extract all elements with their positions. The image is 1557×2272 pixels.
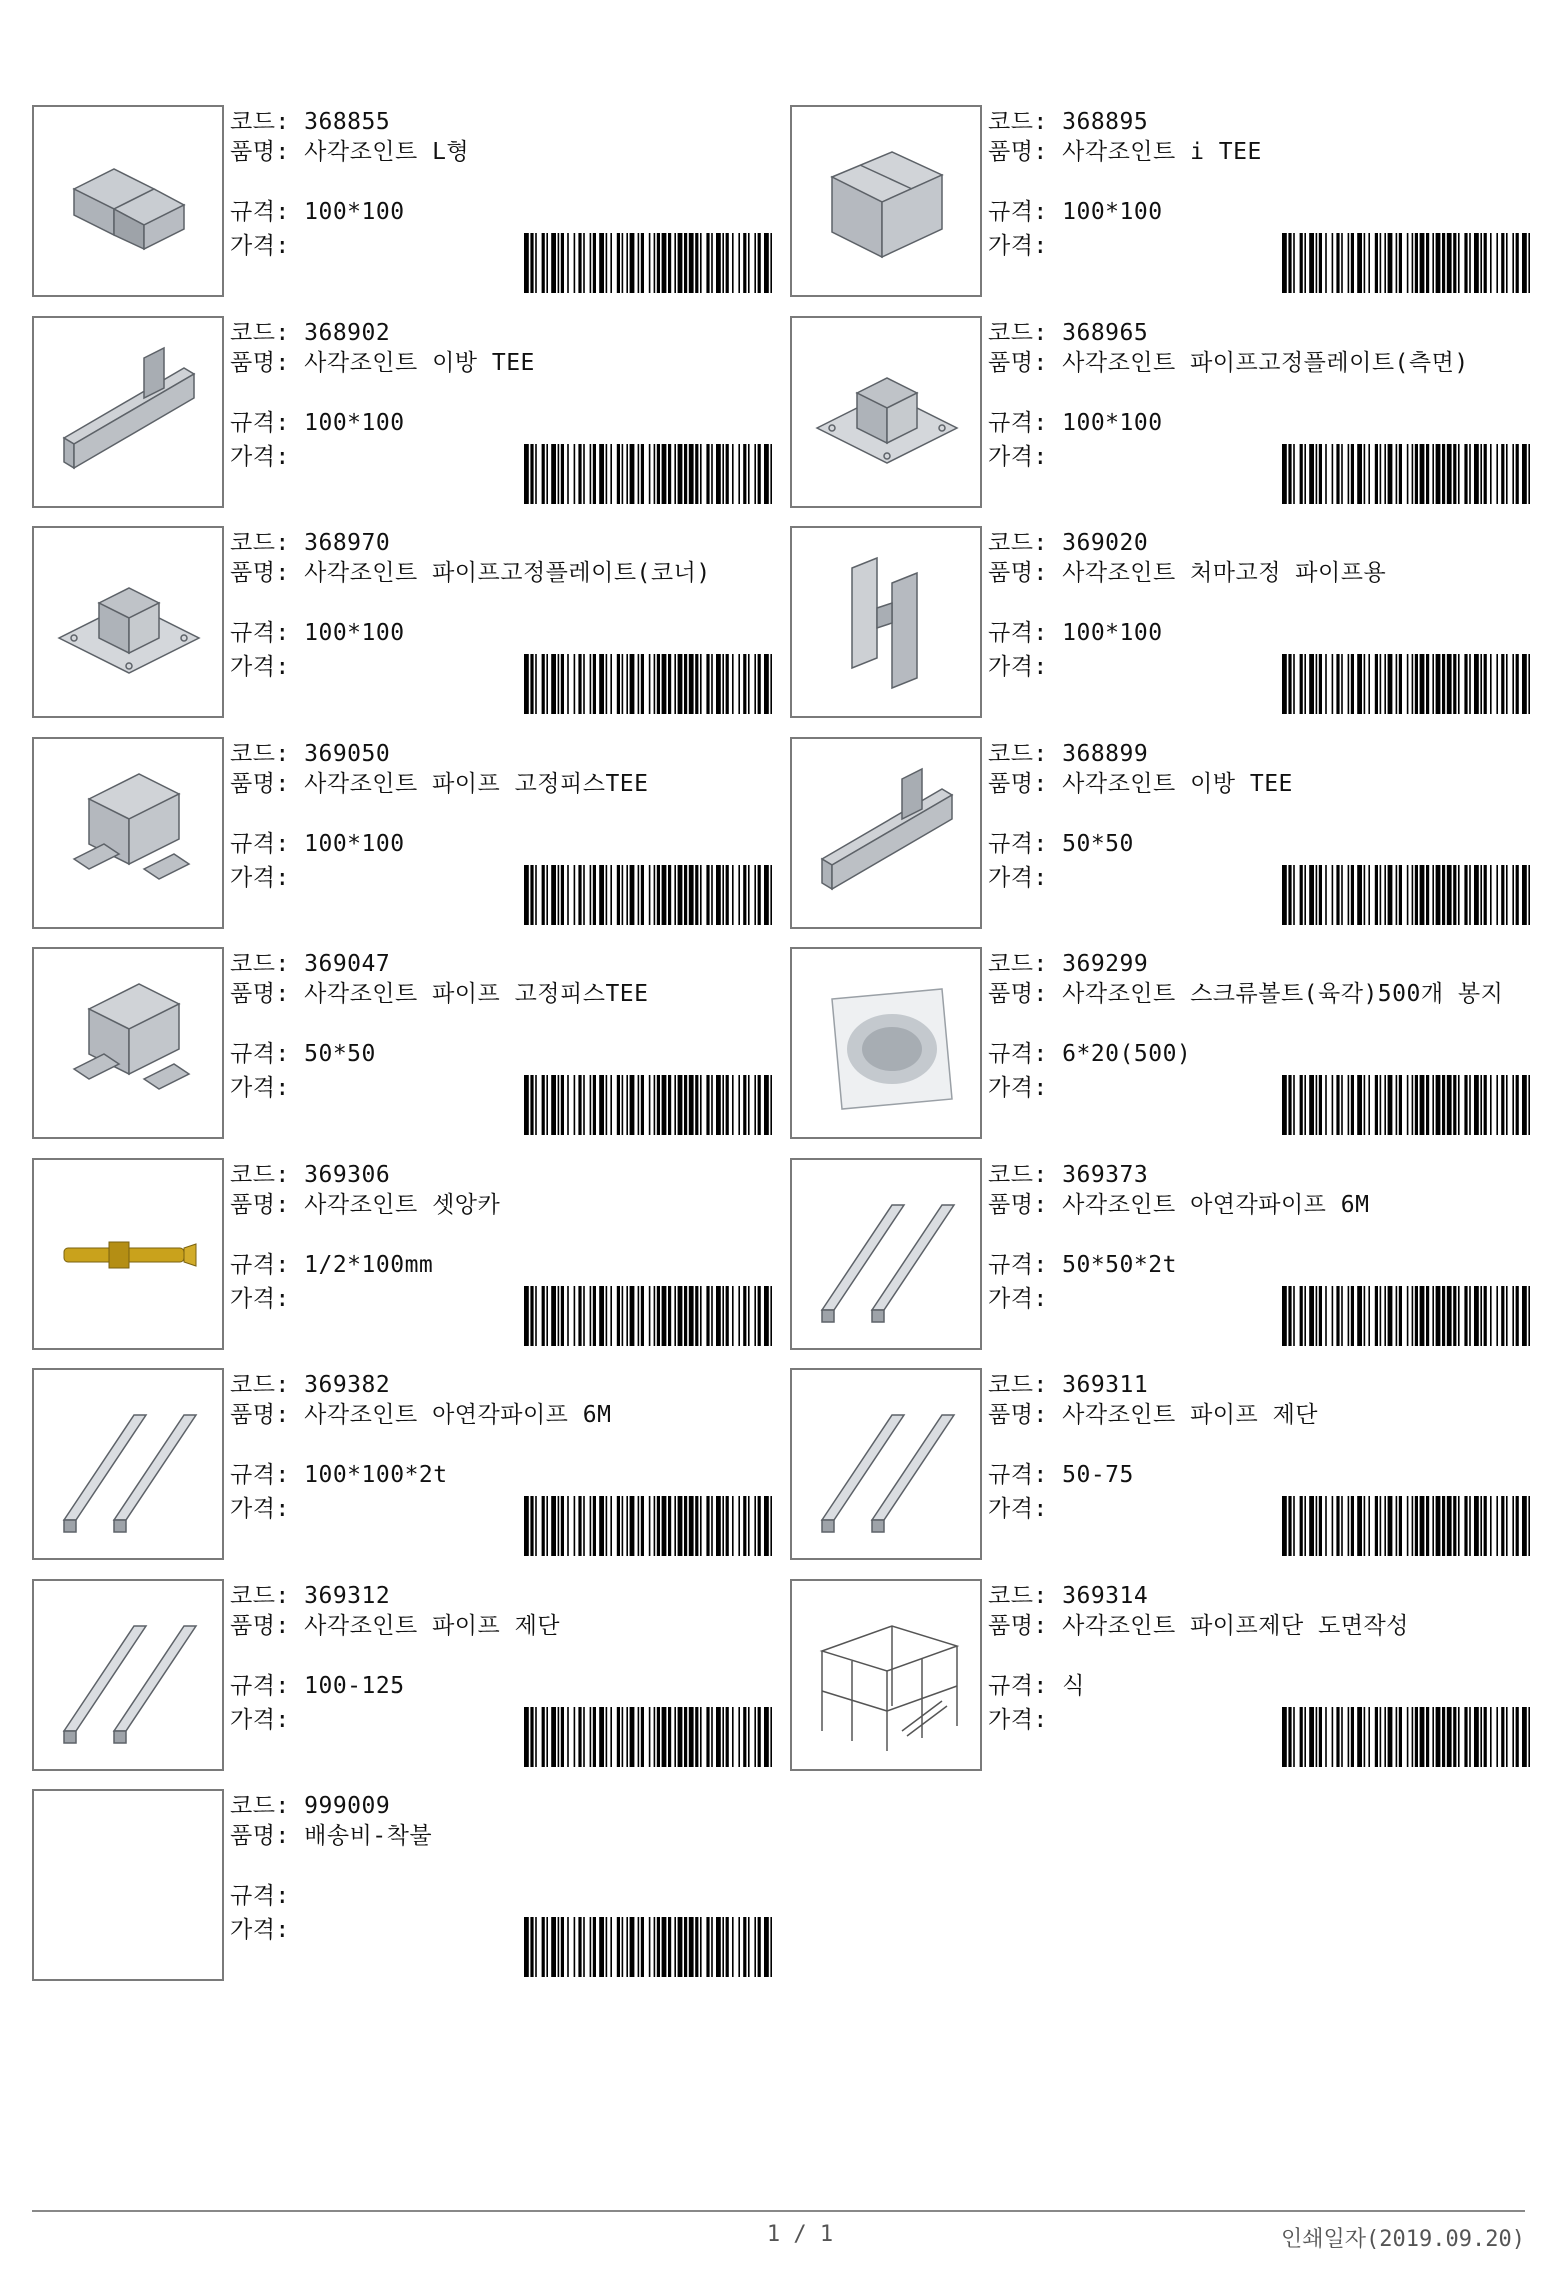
product-price: 가격: [988,1075,1048,1101]
barcode [524,865,772,925]
product-card [790,1158,1530,1348]
product-code: 코드: 368902 [230,319,391,346]
product-card [32,1579,772,1769]
product-name: 품명: 사각조인트 아연각파이프 6M [230,1402,612,1428]
product-price: 가격: [230,233,290,259]
product-name: 품명: 사각조인트 L형 [230,139,470,165]
product-spec: 규격: 50*50 [230,1041,376,1067]
product-name: 품명: 사각조인트 이방 TEE [230,349,535,376]
product-spec: 규격: 100*100*2t [230,1462,448,1488]
product-card [790,316,1530,506]
base-plate-icon [34,528,222,716]
channel-tee-icon [792,739,980,927]
product-name: 품명: 사각조인트 파이프제단 도면작성 [988,1612,1409,1639]
product-code: 코드: 369299 [988,951,1149,977]
square-pipe-icon [34,1370,222,1558]
print-date: 인쇄일자(2019.09.20) [1281,2227,1525,2252]
product-image-frame [790,947,982,1139]
product-name: 품명: 사각조인트 파이프 고정피스TEE [230,770,649,797]
i-tee-joint-icon [792,107,980,295]
channel-tee-icon [34,318,222,506]
product-price: 가격: [230,1706,290,1733]
base-plate-icon [792,318,980,506]
footer-divider [32,2210,1525,2212]
barcode [1282,1496,1530,1556]
h-bracket-icon [792,528,980,716]
product-code: 코드: 369312 [230,1582,391,1609]
product-card [790,1579,1530,1769]
product-price: 가격: [988,233,1048,259]
product-card [790,1368,1530,1558]
product-name: 품명: 사각조인트 아연각파이프 6M [988,1191,1370,1218]
product-name: 품명: 사각조인트 파이프 제단 [230,1612,561,1639]
product-card [32,105,772,295]
product-price: 가격: [230,1075,290,1101]
product-name: 품명: 사각조인트 셋앙카 [230,1191,501,1218]
product-card [790,526,1530,716]
product-code: 코드: 369373 [988,1161,1149,1188]
product-image-frame [32,1368,224,1560]
product-image-frame [32,737,224,929]
barcode [524,654,772,714]
product-spec: 규격: 100*100 [230,620,405,646]
product-name: 품명: 사각조인트 파이프 제단 [988,1402,1319,1428]
barcode [1282,1075,1530,1135]
product-card [32,1158,772,1348]
product-spec: 규격: 100*100 [230,830,405,857]
product-code: 코드: 368970 [230,530,391,556]
product-image-frame [790,1579,982,1771]
barcode [524,1496,772,1556]
product-price: 가격: [988,1285,1048,1312]
barcode [1282,233,1530,293]
product-price: 가격: [230,1917,290,1943]
product-card [32,737,772,927]
product-image-frame [790,1158,982,1350]
product-code: 코드: 369311 [988,1372,1149,1398]
product-image-frame [32,1789,224,1981]
product-spec: 규격: 100*100 [988,199,1163,225]
product-price: 가격: [988,864,1048,891]
product-spec: 규격: 1/2*100mm [230,1251,434,1278]
product-code: 코드: 369050 [230,740,391,767]
square-pipe-icon [792,1370,980,1558]
barcode [524,1917,772,1977]
product-image-frame [32,316,224,508]
square-pipe-icon [792,1160,980,1348]
product-card [32,526,772,716]
product-name: 품명: 사각조인트 파이프고정플레이트(코너) [230,560,711,586]
product-price: 가격: [230,654,290,680]
product-card [790,105,1530,295]
barcode [524,233,772,293]
product-price: 가격: [230,1496,290,1522]
product-code: 코드: 369314 [988,1582,1149,1609]
product-card [32,1368,772,1558]
product-name: 품명: 사각조인트 파이프 고정피스TEE [230,981,649,1007]
product-price: 가격: [230,443,290,470]
product-code: 코드: 369020 [988,530,1149,556]
barcode [524,1707,772,1767]
frame-structure-icon [792,1581,980,1769]
product-name: 품명: 사각조인트 이방 TEE [988,770,1293,797]
product-code: 코드: 369047 [230,951,391,977]
l-joint-icon [34,107,222,295]
product-card [790,737,1530,927]
product-code: 코드: 368855 [230,109,391,135]
product-spec: 규격: 100*100 [988,620,1163,646]
screw-bag-icon [792,949,980,1137]
product-image-frame [32,526,224,718]
product-price: 가격: [988,1706,1048,1733]
product-card [790,947,1530,1137]
product-spec: 규격: [230,1883,290,1909]
u-bracket-icon [34,949,222,1137]
page-number: 1 / 1 [766,2222,834,2247]
product-image-frame [790,316,982,508]
product-price: 가격: [988,443,1048,470]
product-price: 가격: [230,1285,290,1312]
product-code: 코드: 369306 [230,1161,391,1188]
product-spec: 규격: 100-125 [230,1672,405,1699]
product-spec: 규격: 식 [988,1672,1085,1699]
barcode [1282,865,1530,925]
product-card [32,947,772,1137]
product-name: 품명: 사각조인트 스크류볼트(육각)500개 봉지 [988,981,1504,1007]
product-code: 코드: 368965 [988,319,1149,346]
product-name: 품명: 사각조인트 처마고정 파이프용 [988,560,1387,586]
product-image-frame [790,737,982,929]
barcode [1282,1707,1530,1767]
product-spec: 규격: 6*20(500) [988,1041,1192,1067]
product-image-frame [790,1368,982,1560]
product-name: 품명: 배송비-착불 [230,1823,433,1849]
product-spec: 규격: 100*100 [230,199,405,225]
product-spec: 규격: 100*100 [988,409,1163,436]
product-spec: 규격: 50-75 [988,1462,1134,1488]
blank-icon [34,1791,222,1979]
barcode [524,444,772,504]
barcode [1282,444,1530,504]
barcode [524,1286,772,1346]
product-name: 품명: 사각조인트 파이프고정플레이트(측면) [988,349,1469,376]
anchor-bolt-icon [34,1160,222,1348]
product-card [32,316,772,506]
product-image-frame [32,1158,224,1350]
product-image-frame [32,105,224,297]
barcode [524,1075,772,1135]
product-image-frame [790,105,982,297]
product-name: 품명: 사각조인트 i TEE [988,139,1262,165]
product-code: 코드: 369382 [230,1372,391,1398]
product-image-frame [790,526,982,718]
product-price: 가격: [988,1496,1048,1522]
product-code: 코드: 368899 [988,740,1149,767]
product-spec: 규격: 100*100 [230,409,405,436]
product-price: 가격: [230,864,290,891]
barcode [1282,654,1530,714]
barcode [1282,1286,1530,1346]
product-image-frame [32,947,224,1139]
u-bracket-icon [34,739,222,927]
product-price: 가격: [988,654,1048,680]
square-pipe-icon [34,1581,222,1769]
product-code: 코드: 368895 [988,109,1149,135]
product-spec: 규격: 50*50*2t [988,1251,1177,1278]
product-code: 코드: 999009 [230,1793,391,1819]
product-image-frame [32,1579,224,1771]
product-card [32,1789,772,1979]
product-spec: 규격: 50*50 [988,830,1134,857]
